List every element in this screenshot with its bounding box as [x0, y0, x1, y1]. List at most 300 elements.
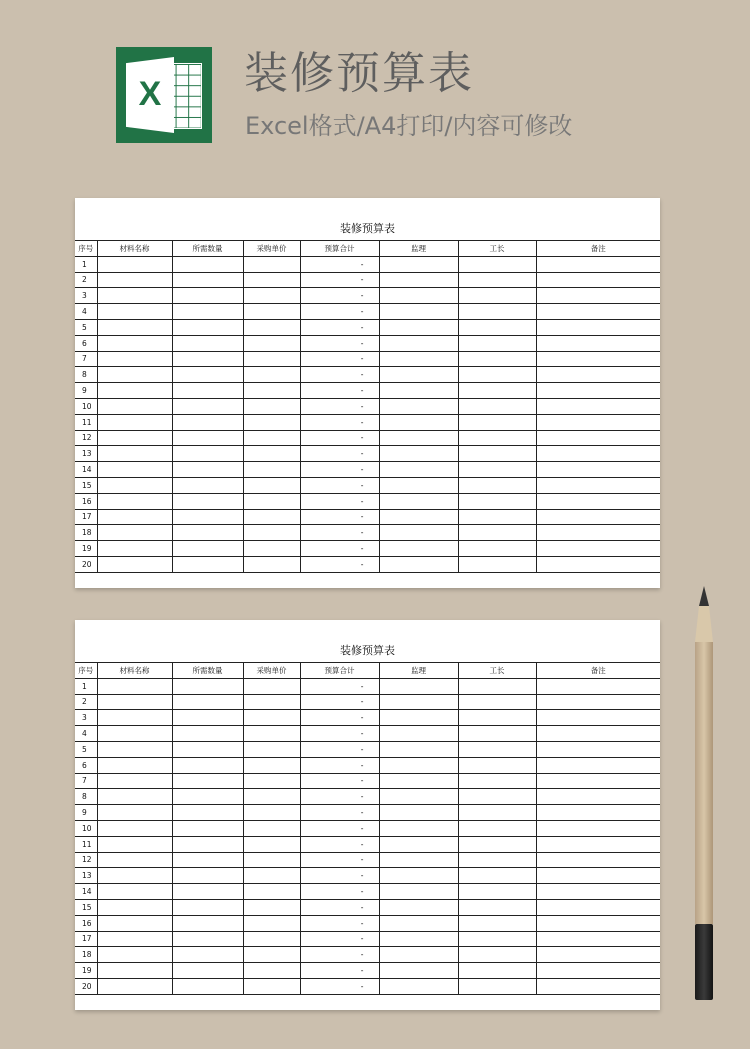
table-cell[interactable] [379, 430, 458, 446]
table-cell[interactable] [172, 947, 243, 963]
table-cell[interactable] [172, 836, 243, 852]
table-cell[interactable] [243, 678, 300, 694]
table-cell[interactable] [458, 899, 536, 915]
table-cell[interactable] [536, 509, 660, 525]
table-cell[interactable] [458, 367, 536, 383]
table-cell[interactable] [97, 541, 172, 557]
table-cell[interactable] [243, 335, 300, 351]
table-cell[interactable] [97, 319, 172, 335]
table-cell[interactable] [243, 805, 300, 821]
budget-total-cell[interactable]: - [300, 383, 379, 399]
table-cell[interactable] [243, 414, 300, 430]
table-cell[interactable] [172, 678, 243, 694]
table-cell[interactable] [97, 931, 172, 947]
table-cell[interactable] [379, 541, 458, 557]
table-cell[interactable] [97, 710, 172, 726]
table-cell[interactable] [379, 319, 458, 335]
table-cell[interactable] [97, 414, 172, 430]
table-cell[interactable] [379, 351, 458, 367]
row-number: 15 [75, 477, 97, 493]
table-cell[interactable] [97, 398, 172, 414]
budget-total-cell[interactable]: - [300, 335, 379, 351]
table-cell[interactable] [379, 288, 458, 304]
table-cell[interactable] [172, 367, 243, 383]
table-cell[interactable] [172, 726, 243, 742]
table-cell[interactable] [379, 414, 458, 430]
budget-total-cell[interactable]: - [300, 915, 379, 931]
table-cell[interactable] [172, 556, 243, 572]
table-cell[interactable] [379, 525, 458, 541]
table-cell[interactable] [379, 757, 458, 773]
table-cell[interactable] [97, 741, 172, 757]
table-cell[interactable] [458, 430, 536, 446]
budget-total-cell[interactable]: - [300, 288, 379, 304]
table-cell[interactable] [243, 899, 300, 915]
budget-total-cell[interactable]: - [300, 525, 379, 541]
table-cell[interactable] [172, 868, 243, 884]
table-cell[interactable] [536, 367, 660, 383]
table-cell[interactable] [536, 304, 660, 320]
budget-total-cell[interactable]: - [300, 741, 379, 757]
table-cell[interactable] [536, 820, 660, 836]
table-cell[interactable] [97, 773, 172, 789]
table-cell[interactable] [379, 836, 458, 852]
table-cell[interactable] [536, 414, 660, 430]
row-number: 4 [75, 304, 97, 320]
table-cell[interactable] [97, 789, 172, 805]
table-row [75, 805, 660, 821]
table-cell[interactable] [536, 462, 660, 478]
table-cell[interactable] [536, 319, 660, 335]
budget-total-cell[interactable]: - [300, 710, 379, 726]
table-cell[interactable] [243, 256, 300, 272]
table-cell[interactable] [172, 757, 243, 773]
table-cell[interactable] [97, 430, 172, 446]
table-cell[interactable] [97, 694, 172, 710]
table-cell[interactable] [379, 335, 458, 351]
table-cell[interactable] [536, 805, 660, 821]
table-cell[interactable] [379, 694, 458, 710]
table-cell[interactable] [97, 256, 172, 272]
table-cell[interactable] [458, 477, 536, 493]
budget-total-cell[interactable]: - [300, 852, 379, 868]
budget-total-cell[interactable]: - [300, 272, 379, 288]
table-cell[interactable] [379, 978, 458, 994]
budget-total-cell[interactable]: - [300, 462, 379, 478]
table-cell[interactable] [536, 789, 660, 805]
table-cell[interactable] [172, 414, 243, 430]
table-cell[interactable] [458, 493, 536, 509]
table-cell[interactable] [243, 288, 300, 304]
table-cell[interactable] [536, 915, 660, 931]
table-cell[interactable] [172, 978, 243, 994]
table-cell[interactable] [379, 947, 458, 963]
budget-total-cell[interactable]: - [300, 694, 379, 710]
column-header: 预算合计 [300, 241, 379, 257]
table-cell[interactable] [536, 884, 660, 900]
budget-total-cell[interactable]: - [300, 773, 379, 789]
table-cell[interactable] [458, 525, 536, 541]
table-cell[interactable] [458, 805, 536, 821]
budget-total-cell[interactable]: - [300, 446, 379, 462]
table-row [75, 947, 660, 963]
table-cell[interactable] [458, 931, 536, 947]
table-cell[interactable] [97, 852, 172, 868]
table-cell[interactable] [172, 477, 243, 493]
table-cell[interactable] [458, 789, 536, 805]
table-cell[interactable] [379, 398, 458, 414]
table-cell[interactable] [536, 288, 660, 304]
table-cell[interactable] [243, 541, 300, 557]
budget-total-cell[interactable]: - [300, 757, 379, 773]
budget-total-cell[interactable]: - [300, 836, 379, 852]
budget-total-cell[interactable]: - [300, 963, 379, 979]
budget-total-cell[interactable]: - [300, 789, 379, 805]
table-cell[interactable] [379, 899, 458, 915]
table-cell[interactable] [458, 319, 536, 335]
budget-total-cell[interactable]: - [300, 351, 379, 367]
table-cell[interactable] [536, 556, 660, 572]
table-cell[interactable] [458, 836, 536, 852]
table-cell[interactable] [536, 351, 660, 367]
table-cell[interactable] [458, 398, 536, 414]
table-cell[interactable] [536, 978, 660, 994]
budget-total-cell[interactable]: - [300, 430, 379, 446]
budget-total-cell[interactable]: - [300, 414, 379, 430]
table-cell[interactable] [458, 556, 536, 572]
table-row [75, 757, 660, 773]
table-cell[interactable] [172, 335, 243, 351]
table-cell[interactable] [243, 710, 300, 726]
table-cell[interactable] [536, 256, 660, 272]
table-cell[interactable] [172, 272, 243, 288]
table-cell[interactable] [536, 899, 660, 915]
table-cell[interactable] [379, 931, 458, 947]
table-row [75, 383, 660, 399]
table-cell[interactable] [243, 367, 300, 383]
table-cell[interactable] [243, 383, 300, 399]
table-cell[interactable] [243, 947, 300, 963]
table-row [75, 462, 660, 478]
table-cell[interactable] [97, 963, 172, 979]
table-cell[interactable] [97, 367, 172, 383]
table-cell[interactable] [536, 541, 660, 557]
table-cell[interactable] [243, 820, 300, 836]
table-cell[interactable] [379, 773, 458, 789]
table-cell[interactable] [97, 678, 172, 694]
table-cell[interactable] [172, 694, 243, 710]
table-cell[interactable] [379, 446, 458, 462]
table-cell[interactable] [458, 414, 536, 430]
table-cell[interactable] [379, 383, 458, 399]
table-cell[interactable] [379, 272, 458, 288]
column-header: 工长 [458, 663, 536, 679]
table-cell[interactable] [243, 884, 300, 900]
table-cell[interactable] [458, 963, 536, 979]
row-number: 17 [75, 931, 97, 947]
table-cell[interactable] [536, 773, 660, 789]
table-cell[interactable] [536, 525, 660, 541]
budget-total-cell[interactable]: - [300, 398, 379, 414]
table-cell[interactable] [536, 398, 660, 414]
table-cell[interactable] [536, 947, 660, 963]
table-cell[interactable] [243, 477, 300, 493]
table-cell[interactable] [172, 462, 243, 478]
table-cell[interactable] [243, 493, 300, 509]
table-cell[interactable] [536, 446, 660, 462]
table-cell[interactable] [97, 820, 172, 836]
table-row [75, 899, 660, 915]
table-cell[interactable] [536, 868, 660, 884]
table-cell[interactable] [97, 947, 172, 963]
table-cell[interactable] [172, 820, 243, 836]
table-cell[interactable] [97, 899, 172, 915]
table-cell[interactable] [243, 509, 300, 525]
table-cell[interactable] [243, 789, 300, 805]
table-cell[interactable] [97, 757, 172, 773]
table-cell[interactable] [172, 351, 243, 367]
table-cell[interactable] [243, 272, 300, 288]
budget-total-cell[interactable]: - [300, 304, 379, 320]
table-cell[interactable] [379, 726, 458, 742]
table-cell[interactable] [172, 304, 243, 320]
row-number: 13 [75, 446, 97, 462]
table-cell[interactable] [379, 493, 458, 509]
table-cell[interactable] [379, 256, 458, 272]
table-cell[interactable] [172, 256, 243, 272]
table-cell[interactable] [97, 477, 172, 493]
table-cell[interactable] [536, 493, 660, 509]
table-cell[interactable] [243, 351, 300, 367]
budget-total-cell[interactable]: - [300, 868, 379, 884]
table-cell[interactable] [536, 836, 660, 852]
table-cell[interactable] [458, 852, 536, 868]
table-cell[interactable] [379, 509, 458, 525]
table-cell[interactable] [243, 694, 300, 710]
budget-total-cell[interactable]: - [300, 726, 379, 742]
table-cell[interactable] [536, 852, 660, 868]
table-cell[interactable] [536, 694, 660, 710]
budget-total-cell[interactable]: - [300, 805, 379, 821]
table-cell[interactable] [379, 884, 458, 900]
table-cell[interactable] [458, 820, 536, 836]
budget-total-cell[interactable]: - [300, 678, 379, 694]
table-cell[interactable] [458, 304, 536, 320]
table-cell[interactable] [536, 272, 660, 288]
table-cell[interactable] [243, 773, 300, 789]
table-cell[interactable] [97, 446, 172, 462]
table-cell[interactable] [97, 304, 172, 320]
table-cell[interactable] [172, 398, 243, 414]
budget-total-cell[interactable]: - [300, 884, 379, 900]
table-cell[interactable] [243, 741, 300, 757]
table-cell[interactable] [379, 556, 458, 572]
table-cell[interactable] [243, 931, 300, 947]
budget-total-cell[interactable]: - [300, 931, 379, 947]
table-cell[interactable] [243, 319, 300, 335]
table-cell[interactable] [536, 477, 660, 493]
table-cell[interactable] [97, 868, 172, 884]
table-cell[interactable] [172, 805, 243, 821]
table-cell[interactable] [243, 868, 300, 884]
table-cell[interactable] [536, 741, 660, 757]
table-cell[interactable] [536, 335, 660, 351]
table-cell[interactable] [172, 493, 243, 509]
table-cell[interactable] [458, 288, 536, 304]
table-cell[interactable] [97, 383, 172, 399]
table-cell[interactable] [172, 525, 243, 541]
table-cell[interactable] [379, 304, 458, 320]
table-cell[interactable] [458, 710, 536, 726]
table-cell[interactable] [379, 741, 458, 757]
budget-total-cell[interactable]: - [300, 493, 379, 509]
table-row [75, 477, 660, 493]
budget-total-cell[interactable]: - [300, 477, 379, 493]
budget-total-cell[interactable]: - [300, 367, 379, 383]
table-cell[interactable] [172, 884, 243, 900]
table-cell[interactable] [536, 726, 660, 742]
table-cell[interactable] [536, 678, 660, 694]
table-cell[interactable] [172, 509, 243, 525]
table-cell[interactable] [243, 757, 300, 773]
table-cell[interactable] [243, 556, 300, 572]
table-cell[interactable] [458, 351, 536, 367]
table-cell[interactable] [379, 868, 458, 884]
table-cell[interactable] [172, 430, 243, 446]
table-cell[interactable] [97, 726, 172, 742]
table-cell[interactable] [172, 446, 243, 462]
table-cell[interactable] [172, 319, 243, 335]
table-cell[interactable] [243, 304, 300, 320]
table-cell[interactable] [97, 805, 172, 821]
budget-total-cell[interactable]: - [300, 978, 379, 994]
table-cell[interactable] [172, 931, 243, 947]
row-number: 1 [75, 256, 97, 272]
budget-total-cell[interactable]: - [300, 947, 379, 963]
table-cell[interactable] [97, 288, 172, 304]
table-cell[interactable] [379, 678, 458, 694]
table-cell[interactable] [379, 820, 458, 836]
table-cell[interactable] [458, 757, 536, 773]
table-cell[interactable] [243, 726, 300, 742]
table-cell[interactable] [97, 335, 172, 351]
table-cell[interactable] [379, 367, 458, 383]
table-cell[interactable] [172, 915, 243, 931]
table-cell[interactable] [97, 978, 172, 994]
table-cell[interactable] [379, 462, 458, 478]
table-cell[interactable] [97, 509, 172, 525]
table-cell[interactable] [172, 899, 243, 915]
table-cell[interactable] [536, 430, 660, 446]
table-cell[interactable] [97, 525, 172, 541]
table-cell[interactable] [97, 884, 172, 900]
table-cell[interactable] [536, 963, 660, 979]
table-cell[interactable] [379, 477, 458, 493]
table-row [75, 789, 660, 805]
table-cell[interactable] [536, 757, 660, 773]
table-cell[interactable] [172, 288, 243, 304]
table-cell[interactable] [243, 963, 300, 979]
table-cell[interactable] [458, 272, 536, 288]
table-cell[interactable] [243, 852, 300, 868]
table-row [75, 319, 660, 335]
table-cell[interactable] [379, 915, 458, 931]
table-cell[interactable] [172, 963, 243, 979]
table-cell[interactable] [379, 805, 458, 821]
budget-total-cell[interactable]: - [300, 899, 379, 915]
table-cell[interactable] [243, 398, 300, 414]
table-cell[interactable] [97, 272, 172, 288]
table-cell[interactable] [172, 383, 243, 399]
table-cell[interactable] [172, 710, 243, 726]
table-cell[interactable] [97, 915, 172, 931]
table-cell[interactable] [458, 446, 536, 462]
table-cell[interactable] [243, 462, 300, 478]
table-cell[interactable] [172, 789, 243, 805]
budget-total-cell[interactable]: - [300, 509, 379, 525]
table-cell[interactable] [97, 351, 172, 367]
table-cell[interactable] [172, 541, 243, 557]
table-cell[interactable] [243, 915, 300, 931]
table-cell[interactable] [379, 710, 458, 726]
budget-total-cell[interactable]: - [300, 541, 379, 557]
table-row [75, 978, 660, 994]
table-cell[interactable] [379, 852, 458, 868]
budget-total-cell[interactable]: - [300, 556, 379, 572]
table-cell[interactable] [243, 836, 300, 852]
column-header: 材料名称 [97, 241, 172, 257]
table-cell[interactable] [379, 963, 458, 979]
table-cell[interactable] [536, 383, 660, 399]
table-cell[interactable] [243, 430, 300, 446]
table-cell[interactable] [243, 525, 300, 541]
table-cell[interactable] [458, 868, 536, 884]
budget-total-cell[interactable]: - [300, 256, 379, 272]
table-cell[interactable] [458, 678, 536, 694]
table-cell[interactable] [172, 773, 243, 789]
table-cell[interactable] [97, 556, 172, 572]
table-cell[interactable] [458, 947, 536, 963]
table-cell[interactable] [458, 884, 536, 900]
table-cell[interactable] [379, 789, 458, 805]
table-cell[interactable] [458, 741, 536, 757]
table-cell[interactable] [97, 493, 172, 509]
table-cell[interactable] [458, 978, 536, 994]
table-cell[interactable] [172, 852, 243, 868]
table-cell[interactable] [458, 383, 536, 399]
budget-total-cell[interactable]: - [300, 319, 379, 335]
table-cell[interactable] [458, 694, 536, 710]
table-cell[interactable] [458, 256, 536, 272]
table-cell[interactable] [97, 462, 172, 478]
table-cell[interactable] [458, 726, 536, 742]
column-header: 序号 [75, 241, 97, 257]
table-cell[interactable] [458, 773, 536, 789]
table-cell[interactable] [243, 446, 300, 462]
table-cell[interactable] [458, 541, 536, 557]
table-cell[interactable] [458, 462, 536, 478]
table-cell[interactable] [97, 836, 172, 852]
table-cell[interactable] [458, 915, 536, 931]
table-cell[interactable] [458, 509, 536, 525]
table-cell[interactable] [536, 710, 660, 726]
table-cell[interactable] [458, 335, 536, 351]
budget-total-cell[interactable]: - [300, 820, 379, 836]
table-cell[interactable] [536, 931, 660, 947]
table-cell[interactable] [172, 741, 243, 757]
table-cell[interactable] [243, 978, 300, 994]
row-number: 20 [75, 556, 97, 572]
